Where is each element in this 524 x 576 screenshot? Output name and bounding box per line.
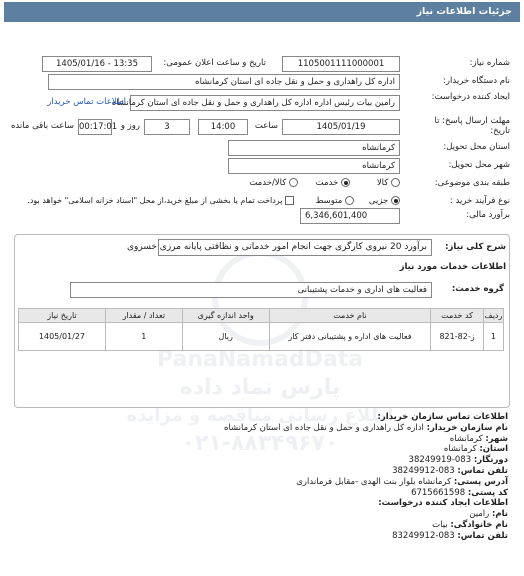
need-number-label: شماره نیاز: [469,58,510,68]
category-option-service[interactable]: خدمت [316,178,350,188]
remaining-label: ساعت باقی مانده [10,121,74,131]
creator-phone: 083-83249912 [392,530,455,541]
creator-label: ایجاد کننده درخواست: [431,92,510,102]
row-need-number [14,56,510,74]
contact-heading: اطلاعات تماس سازمان خریدار: [377,412,508,422]
estimate-label: برآورد مالی: [466,210,510,220]
process-option-minor[interactable]: جزیی [369,196,400,206]
payment-note[interactable]: پرداخت تمام یا بخشی از مبلغ خرید،از محل "اسناد خزانه اسلامی" خواهد بود. [27,196,294,205]
col-row: ردیف [483,309,503,323]
description-label: شرح کلی نیاز: [445,242,506,252]
days-field: 3 [144,119,190,135]
row-city [14,158,510,176]
process-label: نوع فرآیند خرید : [449,196,510,206]
watermark: اطلاع رسانی مناقصه و مزایده ۰۲۱-۸۸۳۴۹۶۷۰ [90,250,430,458]
category-option-goods-service[interactable]: کالا/خدمت [249,178,298,188]
days-label: روز و [120,121,140,131]
service-group-label: گروه خدمت: [451,284,504,294]
deadline-date-field: 1405/01/19 [282,119,400,135]
row-creator [14,92,510,114]
creator-first-name: رامین [469,509,490,520]
contact-province: کرمانشاه [443,444,477,455]
col-qty: تعداد / مقدار [105,309,182,323]
buyer-contact-link[interactable]: اطلاعات تماس خریدار [47,97,126,107]
radio-icon [289,178,298,187]
city-field: کرمانشاه [228,158,400,174]
row-estimate [14,208,510,226]
row-category [14,176,510,194]
cell-name: فعالیت های اداره و پشتیبانی دفتر کار [269,323,431,351]
announce-label: تاریخ و ساعت اعلان عمومی: [163,58,266,68]
radio-selected-icon [391,196,400,205]
contact-postal: 6715661598 [411,487,466,498]
table-header-row [19,309,504,323]
services-title: اطلاعات خدمات مورد نیاز [399,262,506,272]
row-buyer-org [14,74,510,92]
buyer-org-field: اداره کل راهداری و حمل و نقل جاده ای استان کرمانشاه [48,74,400,90]
window-title: جزئیات اطلاعات نیاز [4,2,520,22]
need-details-panel [10,50,510,224]
contact-address: کرمانشاه بلوار بنت الهدی -مقابل فرمانداری [296,476,452,487]
announce-field: 1405/01/16 - 13:35 [42,56,152,72]
province-field: کرمانشاه [228,140,400,156]
remaining-time-field: 00:17:01 [78,119,112,135]
row-province [14,140,510,158]
creator-field: رامین بیات رئیس اداره اداره کل راهداری و حمل و نقل جاده ای استان کرمانشاه [130,95,400,111]
contact-city: کرمانشاه [449,433,483,444]
city-label: شهر محل تحویل: [448,160,510,170]
description-field: برآورد 20 نیروی کارگری جهت انجام امور خدماتی و نظافتی پایانه مرزی خسروی [158,239,432,256]
need-number-field: 1105001111000001 [282,56,400,72]
creator-heading: اطلاعات ایجاد کننده درخواست: [378,498,508,509]
col-code: کد خدمت [431,309,484,323]
contact-phone: 083-38249912 [392,465,455,476]
creator-last-name: بیات [432,519,448,530]
cell-qty: 1 [105,323,182,351]
service-group-field: فعالیت های اداری و خدمات پشتیبانی [70,282,432,298]
category-option-goods[interactable]: کالا [377,178,400,188]
cell-row: 1 [483,323,503,351]
cell-date: 1405/01/27 [19,323,106,351]
deadline-time-label: ساعت [254,121,278,131]
checkbox-icon [285,196,294,205]
cell-code: ز-82-821 [431,323,484,351]
process-option-medium[interactable]: متوسط [316,196,354,206]
col-name: نام خدمت [269,309,431,323]
deadline-label: مهلت ارسال پاسخ: تا تاریخ: [434,116,510,136]
province-label: استان محل تحویل: [443,142,510,152]
buyer-org-label: نام دستگاه خریدار: [443,76,510,86]
table-row [19,323,504,351]
col-date: تاریخ نیاز [19,309,106,323]
deadline-time-field: 14:00 [198,119,248,135]
estimate-field: 6,346,601,400 [300,208,400,224]
radio-selected-icon [341,178,350,187]
cell-unit: ریال [182,323,269,351]
services-table [18,308,504,351]
radio-icon [391,178,400,187]
contact-fax: 083-38249919 [408,455,472,466]
row-deadline [10,116,510,138]
radio-icon [345,196,354,205]
contact-org: اداره کل راهداری و حمل و نقل جاده ای استان کرمانشاه [224,422,424,433]
col-unit: واحد اندازه گیری [182,309,269,323]
contact-info: اطلاعات تماس سازمان خریدار: نام سازمان خریدار: اداره کل راهداری و حمل و نقل جاده ای استان کرمانشاه شهر: کرمانشاه استان: کرمانشاه دورنگار: 083-38249919 تلفن تماس: 083-38249912 آدرس پستی: کرمانشاه بلوار بنت الهدی -مقابل فرمانداری کد پستی: 6715661598 اطلاعات ایجاد کننده درخواست: نام: رامین نام خانوادگی: بیات تلفن تماس: 083-83249912 [224,412,508,541]
category-label: طبقه بندی موضوعی: [434,178,510,188]
